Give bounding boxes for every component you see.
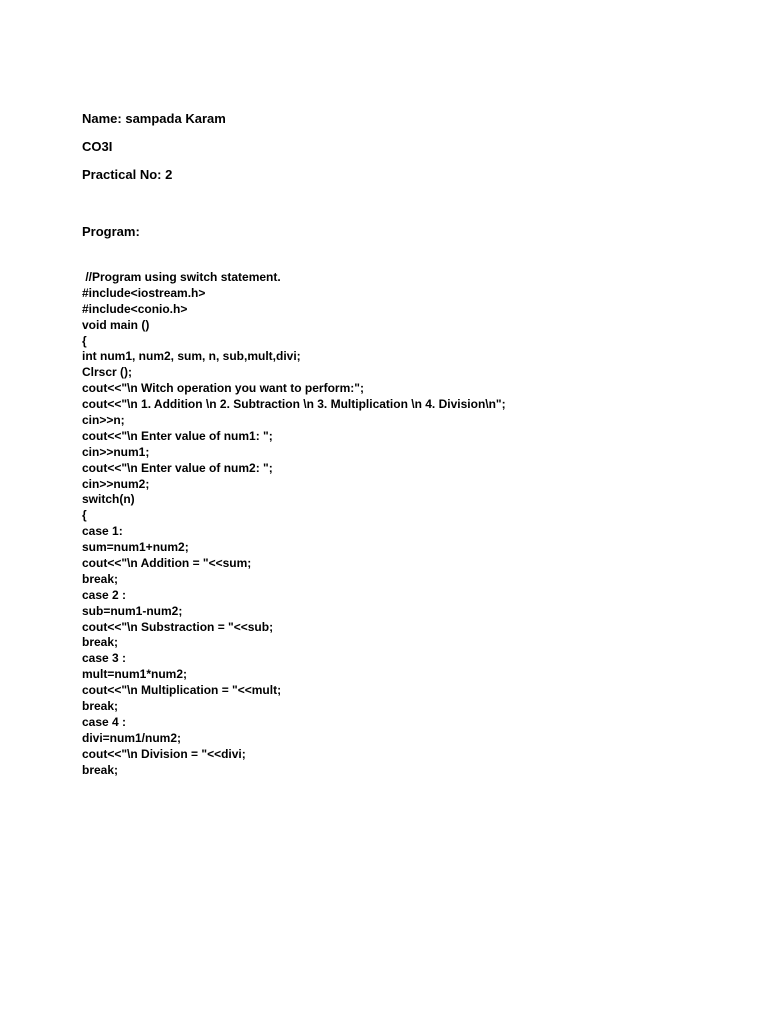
code-line: switch(n) — [82, 492, 135, 507]
code-line: break; — [82, 635, 119, 650]
program-heading: Program: — [82, 224, 140, 239]
code-line: case 1: — [82, 524, 123, 539]
code-line: case 4 : — [82, 714, 127, 729]
code-line: cout<<"\n Enter value of num2: "; — [82, 460, 273, 475]
code-line: case 3 : — [82, 651, 127, 666]
practical-number: Practical No: 2 — [82, 167, 173, 182]
code-line: mult=num1*num2; — [82, 667, 188, 682]
code-line: cout<<"\n Division = "<<divi; — [82, 746, 246, 761]
class-code: CO3I — [82, 139, 113, 154]
code-line: break; — [82, 571, 119, 586]
code-line: int num1, num2, sum, n, sub,mult,divi; — [82, 349, 301, 364]
code-line: cout<<"\n Witch operation you want to perform:"; — [82, 381, 364, 396]
code-line: cin>>n; — [82, 413, 125, 428]
code-line: cin>>num2; — [82, 476, 150, 491]
student-name: Name: sampada Karam — [82, 111, 226, 126]
code-line: cout<<"\n Multiplication = "<<mult; — [82, 683, 282, 698]
code-line: sum=num1+num2; — [82, 540, 189, 555]
code-line: sub=num1-num2; — [82, 603, 183, 618]
code-line: //Program using switch statement. — [82, 270, 281, 284]
code-line: cout<<"\n Enter value of num1: "; — [82, 428, 273, 443]
code-line: cout<<"\n 1. Addition \n 2. Subtraction \n 3. Multiplication \n 4. Division\n"; — [82, 397, 506, 412]
code-line: { — [82, 333, 87, 348]
code-line: case 2 : — [82, 587, 127, 602]
code-line: #include<iostream.h> — [82, 285, 206, 300]
code-line: divi=num1/num2; — [82, 730, 182, 745]
code-line: cout<<"\n Addition = "<<sum; — [82, 556, 252, 571]
code-line: Clrscr (); — [82, 365, 133, 380]
code-line: { — [82, 508, 87, 523]
code-line: cin>>num1; — [82, 444, 150, 459]
code-line: #include<conio.h> — [82, 301, 188, 316]
code-line: break; — [82, 762, 119, 777]
code-line: cout<<"\n Substraction = "<<sub; — [82, 619, 274, 634]
code-line: void main () — [82, 317, 150, 332]
code-listing — [82, 270, 506, 779]
code-line: break; — [82, 699, 119, 714]
